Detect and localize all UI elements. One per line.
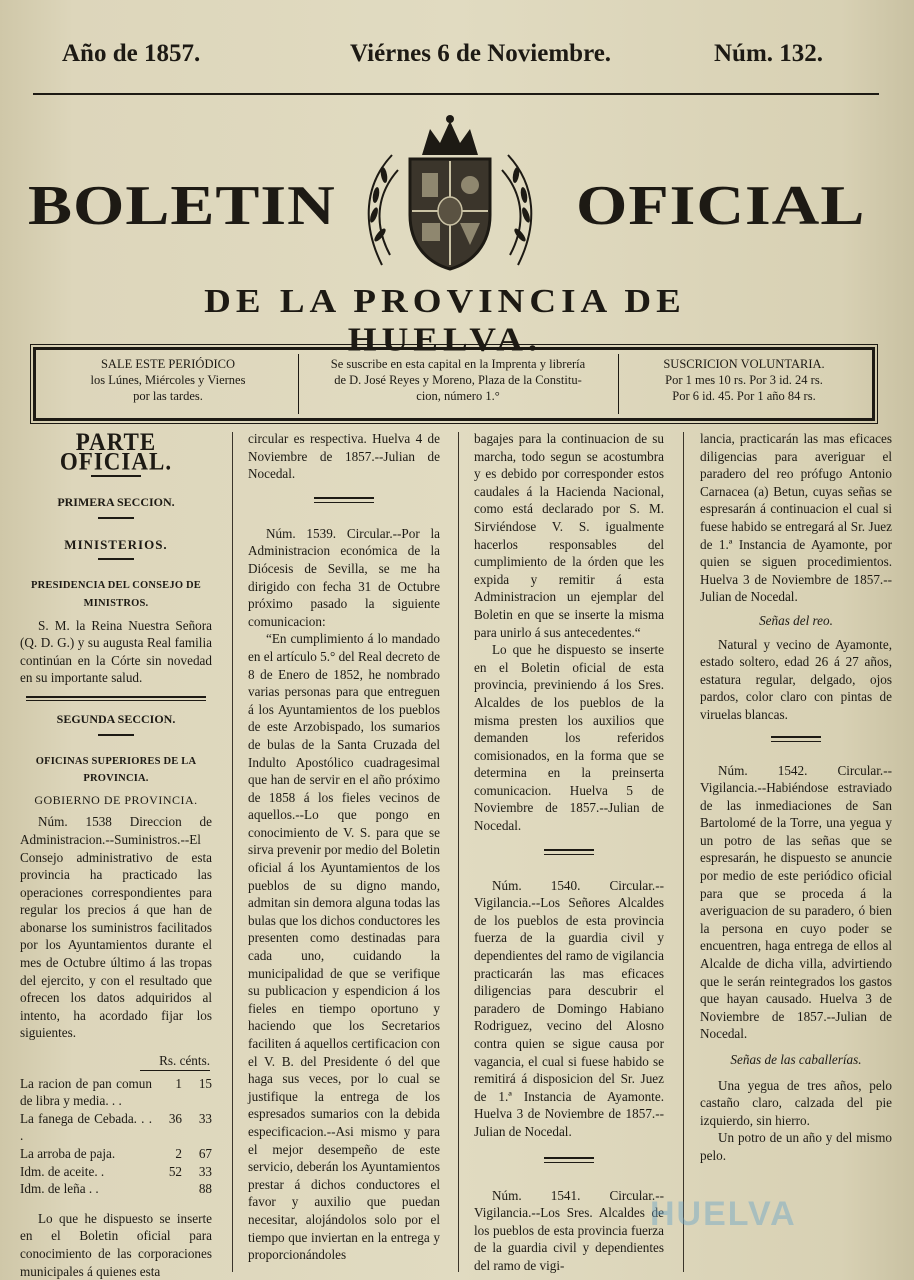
segunda-seccion-heading: SEGUNDA SECCION. bbox=[56, 711, 176, 726]
prices-row-2: Por 6 id. 45. Por 1 año 84 rs. bbox=[672, 389, 816, 403]
prices-title: SUSCRICION VOLUNTARIA. bbox=[663, 357, 825, 371]
price-row: La arroba de paja. 2 67 bbox=[20, 1146, 212, 1161]
column-rule bbox=[232, 432, 233, 1272]
cruzada-quote: “En cumplimiento á lo mandado en el artículo 5.° del Real decreto de 8 de Enero de 1852, he nombrado varias personas para que entreguen á los Ayuntamientos de los pueblos de este Arzobispado, los sumarios de bulas de la Santa Cruzada del Indulto Apostólico cuadragesimal que han de servir en el año próximo de 1858 á los fieles vecinos de aquellos.--Lo que pongo en conocimiento de V. S. para que se sirva prevenir por medio del Boletin oficial á los Ayuntamientos de los pueblos de su digno mando, admitan sin demora alguna todas las bulas que los dichos conductores les presenten como destinadas para cada uno, cuidando la municipalidad de que se verifique su publicacion y espendicion á los fieles en tiempo oportuno y haciendo que los Secretarios faciliten á aquellos certificacion con el V. B. del Presidente ó del que haga sus veces, por lo cual se justifique la entrega de los espresados sumarios con la debida especificacion.--Asi mismo y para el mejor desempeño de este servicio, deberán los Ayuntamientos prestar á dichos conductores el favor y auxilio que puedan necesitar, alojándolos solo por el tiempo que inviertan en la entrega y proporcionándoles bbox=[248, 631, 441, 1263]
senas-caballerias-heading: Señas de las caballerías. bbox=[730, 1052, 862, 1067]
issue-year: Año de 1857. bbox=[62, 40, 201, 67]
potro-description: Un potro de un año y del mismo pelo. bbox=[700, 1130, 892, 1163]
masthead-top-line bbox=[0, 40, 914, 80]
issue-date: Viérnes 6 de Noviembre. bbox=[350, 40, 612, 67]
price-row: Idm. de leña . . 88 bbox=[20, 1181, 212, 1197]
place-line-3: cion, número 1.° bbox=[416, 389, 500, 403]
continuation-text: circular es respectiva. Huelva 4 de Noviembre de 1857.--Julian de Nocedal. bbox=[248, 431, 440, 482]
subscription-infobox bbox=[33, 347, 875, 421]
parte-oficial-heading: PARTE OFICIAL. bbox=[59, 427, 173, 475]
schedule-line-2: los Lúnes, Miércoles y Viernes bbox=[90, 373, 246, 387]
publication-schedule bbox=[44, 356, 292, 404]
column-1 bbox=[20, 427, 212, 1280]
subscription-place bbox=[304, 356, 612, 404]
newspaper-subtitle: DE LA PROVINCIA DE HUELVA. bbox=[204, 283, 686, 359]
column-4 bbox=[700, 430, 892, 1165]
column-2 bbox=[248, 430, 440, 1264]
senas-reo-heading: Señas del reo. bbox=[759, 612, 833, 628]
column-rule bbox=[458, 432, 459, 1272]
ornament-divider bbox=[20, 475, 212, 489]
ornament-divider bbox=[20, 734, 212, 748]
price-row: La racion de pan comun de libra y media. . . 1 15 bbox=[20, 1075, 212, 1109]
notice-1539-closing: Lo que he dispuesto se inserte en el Boletin oficial de esta provincia, previniendo á los Sres. Alcaldes de los pueblos de la misma presten los auxilios que demanden los referidos comisionados, en la forma que se determina en la preinserta comunicacion. Huelva 5 de Noviembre de 1857.--Julian de Nocedal. bbox=[474, 642, 664, 834]
ornament-divider bbox=[474, 1157, 664, 1171]
schedule-line-1: SALE ESTE PERIÓDICO bbox=[100, 357, 236, 371]
gobierno-heading: GOBIERNO DE PROVINCIA. bbox=[34, 792, 198, 807]
oficinas-heading: OFICINAS SUPERIORES DE LA PROVINCIA. bbox=[35, 755, 197, 785]
notice-1540: Núm. 1540. Circular.--Vigilancia.--Los Señores Alcaldes de los pueblos de esta provincia fuerza de la guardia civil y dependientes del ramo de vigilancia practicarán las mas eficaces diligencias para descubrir el paradero de Domingo Habiano Rodriguez, vecino del Alosno contra quien se sigue causa por vagancia, el cual si fuese habido se remitirá á disposicion del Sr. Juez de 1.ª Instancia de Ayamonte. Huelva 3 de Noviembre de 1857.--Julian de Nocedal. bbox=[474, 877, 664, 1139]
ornament-divider bbox=[474, 849, 664, 863]
infobox-divider bbox=[298, 354, 299, 414]
infobox-divider bbox=[618, 354, 619, 414]
ornament-divider bbox=[20, 517, 212, 531]
ornament-divider bbox=[20, 692, 212, 706]
notice-1541: Núm. 1541. Circular.--Vigilancia.--Los Sres. Alcaldes de los pueblos de esta provincia fuerza de la guardia civil y dependientes del ramo de vigi- bbox=[474, 1187, 664, 1273]
issue-number: Núm. 132. bbox=[714, 40, 824, 67]
column-3 bbox=[474, 430, 664, 1275]
schedule-line-3: por las tardes. bbox=[133, 389, 203, 403]
ornament-divider bbox=[20, 558, 212, 572]
column-rule bbox=[683, 432, 684, 1272]
place-line-2: de D. José Reyes y Moreno, Plaza de la Constitu- bbox=[334, 373, 582, 387]
ministerios-heading: MINISTERIOS. bbox=[64, 536, 168, 552]
price-table-header: Rs. cénts. bbox=[159, 1053, 210, 1069]
ornament-divider bbox=[248, 497, 440, 511]
title-right: OFICIAL bbox=[576, 174, 866, 237]
price-row: Idm. de aceite. . 52 33 bbox=[20, 1163, 212, 1179]
reo-description: Natural y vecino de Ayamonte, estado soltero, edad 26 á 27 años, estatura regular, delgado, ojos pardos, color claro con pintas de viruelas blancas. bbox=[700, 636, 892, 722]
place-line-1: Se suscribe en esta capital en la Imprenta y librería bbox=[330, 357, 586, 371]
price-table bbox=[20, 1075, 212, 1198]
continuation-text: lancia, practicarán las mas eficaces diligencias para averiguar el paradero del reo prófugo Antonio Carnacea (a) Betun, cuyas señas se espresarán á continuacion el cual si fuese habido se entregará al Sr. Juez de 1.ª Instancia de Ayamonte, por quien se siguen procedimientos. Huelva 3 de Noviembre de 1857.--Julian de Nocedal. bbox=[700, 431, 892, 605]
ornament-divider bbox=[700, 736, 892, 750]
continuation-text: bagajes para la continuacion de su marcha, todo segun se acostumbra y es debido por corresponder estos caudales á la Hacienda Nacional, como está declarado por S. M. Sirviéndose V. S. igualmente hacerlos responsables del cumplimiento de la órden que les expida y remitir á esta Administracion un ejemplar del Boletin en que se inserte la misma para unirlo á sus antecedentes.“ bbox=[474, 431, 664, 640]
price-row: La fanega de Cebada. . . . 36 33 bbox=[20, 1110, 212, 1144]
primera-seccion-heading: PRIMERA SECCION. bbox=[57, 495, 175, 510]
title-left: BOLETIN bbox=[28, 174, 336, 237]
price-header-rule bbox=[140, 1070, 210, 1071]
archive-watermark: HUELVA bbox=[650, 1195, 797, 1233]
notice-1539: Núm. 1539. Circular.--Por la Administracion económica de la Diócesis de Sevilla, se me ha dirigido con fecha 31 de Octubre próximo pasado la siguiente comunicacion: bbox=[248, 525, 440, 629]
closing-paragraph: Lo que he dispuesto se inserte en el Boletin oficial para conocimiento de las corporaciones municipales á quienes esta bbox=[20, 1210, 212, 1279]
royal-crest-icon bbox=[352, 115, 548, 275]
presidencia-heading: PRESIDENCIA DEL CONSEJO DE MINISTROS. bbox=[30, 580, 202, 609]
subscription-prices bbox=[624, 356, 864, 404]
prices-row-1: Por 1 mes 10 rs. Por 3 id. 24 rs. bbox=[665, 373, 823, 387]
notice-1538: Núm. 1538 Direccion de Administracion.--Suministros.--El Consejo administrativo de esta provincia ha practicado las operaciones correspondientes para regular los precios á que han de abonarse los suministros facilitados por los Ayuntamientos durante el mes de Octubre último á las tropas del ejercito, y con el resultado que ofrecen los datos adquiridos al intento, ha acordado fijar los siguientes. bbox=[20, 814, 212, 1041]
reina-notice: S. M. la Reina Nuestra Señora (Q. D. G.) y su augusta Real familia continúan en la Córte sin novedad en su importante salud. bbox=[20, 617, 212, 686]
top-rule bbox=[33, 93, 879, 95]
notice-1542: Núm. 1542. Circular.--Vigilancia.--Habiéndose estraviado de las inmediaciones de San Bartolomé de la Torre, una yegua y un potro de las señas que se espresarán, he dispuesto se anuncie por medio de este periódico oficial para que se proceda á la averiguacion de su paradero, ó bien la persona en cuyo poder se encuentren, haga entrega de ellos al Alcalde de dicha villa, advirtiendo que le serán reintegrados los gastos que hayan causado. Huelva 3 de Noviembre de 1857.--Julian de Nocedal. bbox=[700, 762, 892, 1042]
yegua-description: Una yegua de tres años, pelo castaño claro, calzada del pie izquierdo, sin hierro. bbox=[700, 1077, 892, 1128]
